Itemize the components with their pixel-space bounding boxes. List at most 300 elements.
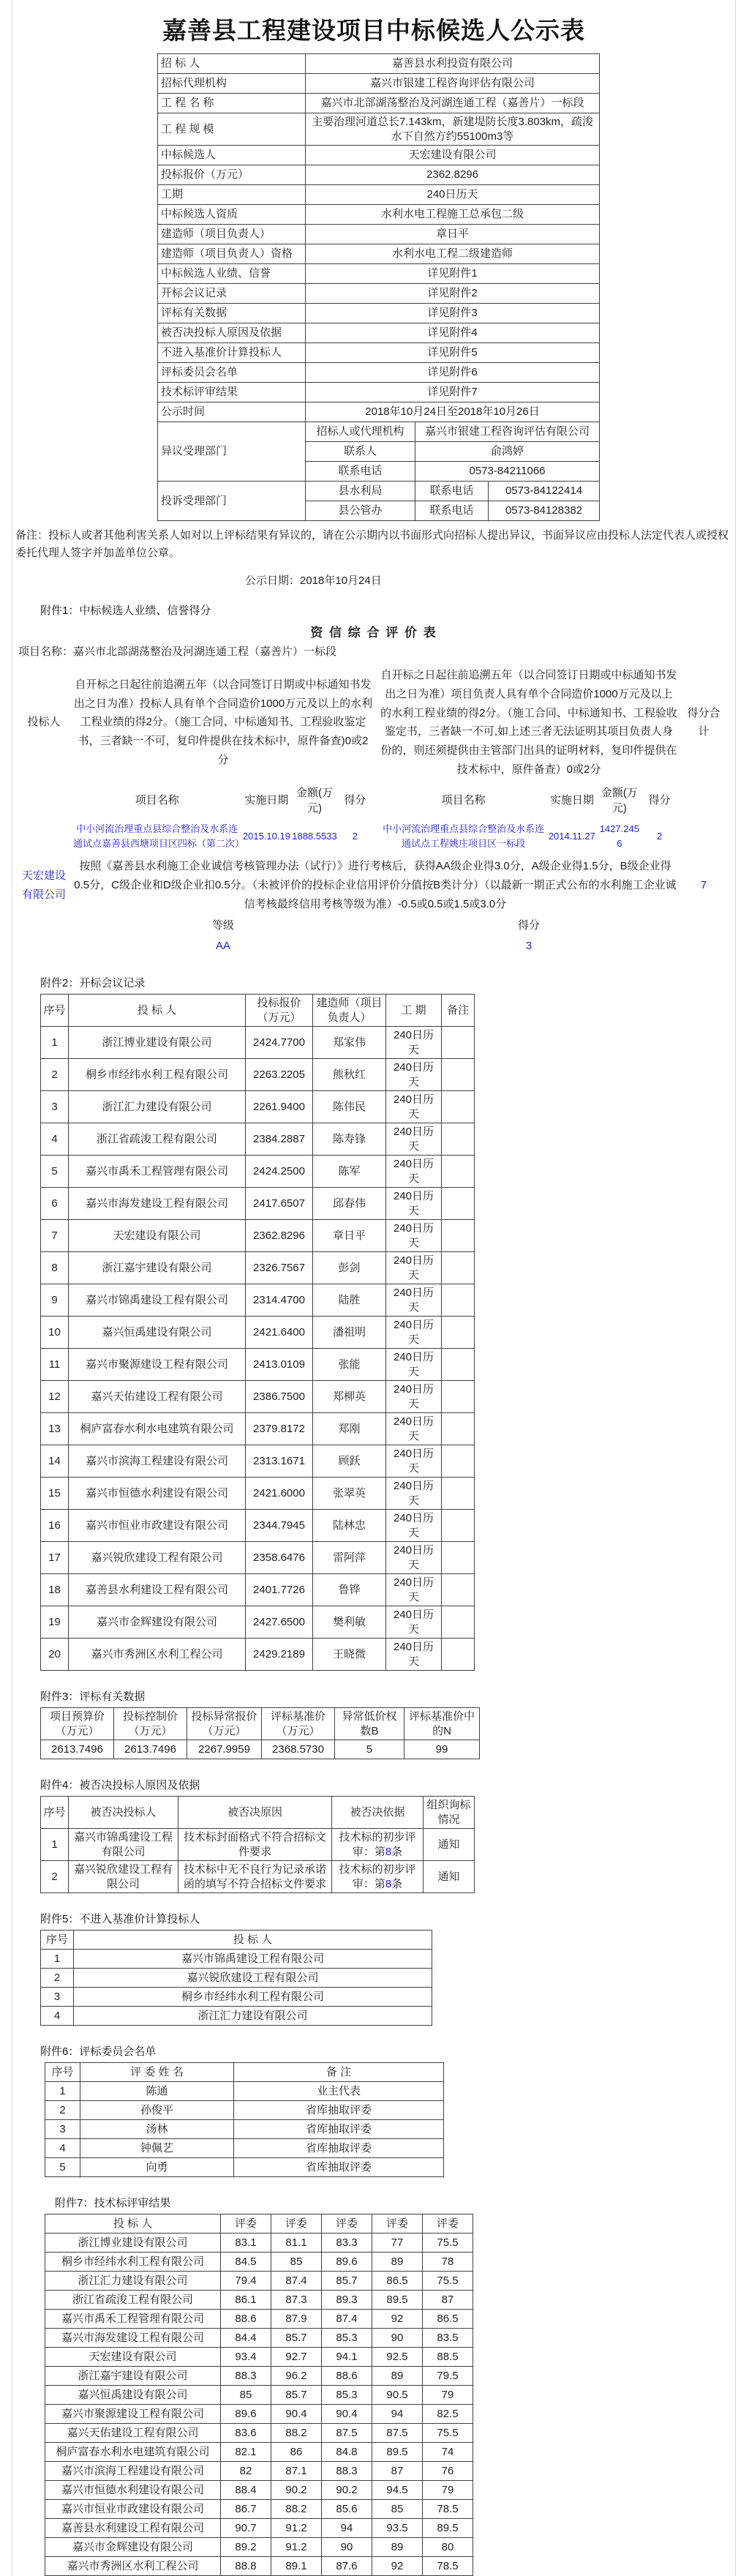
table-row (158, 146, 600, 165)
row-value: 0573-84211066 (415, 462, 600, 482)
table-row (41, 1606, 475, 1639)
table-row (41, 1478, 475, 1510)
evaluator-score: 79 (423, 2481, 473, 2500)
row-label: 工期 (158, 185, 306, 205)
benchmark-price: 2368.5730 (262, 1740, 335, 1759)
evaluator-score: 86 (271, 2443, 322, 2462)
table-row (41, 1284, 475, 1317)
evaluator-score: 96.2 (271, 2367, 322, 2386)
publish-date: 公示日期：2018年10月24日 (245, 574, 382, 587)
evaluator-score: 88.6 (322, 2367, 372, 2386)
evaluator-score: 89.3 (322, 2291, 372, 2310)
bidder-record (73, 822, 373, 851)
evaluator-score: 90.4 (271, 2405, 322, 2424)
row-value: 嘉善县水利投资有限公司 (306, 54, 600, 74)
table-row (158, 205, 600, 225)
credit-evaluation-table-title: 资 信 综 合 评 价 表 (310, 626, 437, 640)
manager-record (380, 822, 677, 851)
row-label: 评标有关数据 (158, 304, 306, 323)
serial-number: 14 (41, 1445, 69, 1478)
technical-bid-review-table (45, 2214, 473, 2576)
table-row (158, 54, 600, 74)
project-manager: 章日平 (313, 1220, 386, 1252)
table-row (41, 1574, 475, 1606)
table-row (45, 2462, 473, 2481)
row-label: 被否决投标人原因及依据 (158, 323, 306, 343)
evaluator-score: 89.5 (423, 2519, 473, 2538)
project-manager: 陈伟民 (313, 1091, 386, 1123)
sub-label: 县水利局 (306, 482, 415, 501)
bidder-name: 嘉兴市金辉建设有限公司 (69, 1606, 246, 1639)
column-header: 备 注 (234, 2063, 444, 2082)
evaluator-name: 钟佩艺 (80, 2139, 234, 2158)
table-row (41, 1156, 475, 1188)
evaluator-score: 88.3 (221, 2367, 271, 2386)
evaluator-score: 79.5 (423, 2367, 473, 2386)
bidder-name: 天宏建设有限公司 (45, 2348, 221, 2367)
column-header: 投 标 人 (74, 1931, 432, 1950)
remark (442, 1606, 475, 1639)
table-row (41, 1969, 432, 1988)
evaluator-score: 86.7 (221, 2500, 271, 2519)
evaluator-score: 89 (372, 2367, 423, 2386)
sub-label: 招标人或代理机构 (306, 422, 415, 442)
table-row (158, 323, 600, 343)
row-value: 240日历天 (306, 185, 600, 205)
row-label: 开标会议记录 (158, 284, 306, 304)
duration: 240日历天 (386, 1188, 442, 1220)
remark (442, 1059, 475, 1091)
evaluator-score: 88.8 (221, 2557, 271, 2576)
remark (442, 1156, 475, 1188)
record-project: 中小河流治理重点县综合整治及水系连通试点嘉善县西塘项目区四标（第二次） (73, 823, 245, 849)
serial-number: 1 (45, 2082, 80, 2101)
attachment1-heading: 附件1：中标候选人业绩、信誉得分 (40, 604, 211, 617)
project-manager: 顾跃 (313, 1445, 386, 1478)
evaluator-score: 83.3 (322, 2234, 372, 2253)
grade-label-row (18, 916, 726, 937)
bidder-name: 桐庐富春水利水电建筑有限公司 (69, 1413, 246, 1445)
bidder-name: 嘉兴恒禹建设有限公司 (69, 1317, 246, 1349)
sub-label: 联系电话 (306, 462, 415, 482)
remark (442, 1381, 475, 1413)
bid-price: 2429.2189 (246, 1639, 313, 1671)
table-row (45, 2519, 473, 2538)
rejected-bidder: 嘉兴锐欣建设工程有限公司 (69, 1861, 178, 1893)
bidder-name: 天宏建设有限公司 (69, 1220, 246, 1252)
serial-number: 3 (41, 1988, 74, 2007)
bid-price: 2362.8296 (246, 1220, 313, 1252)
table-row (158, 165, 600, 185)
col-amount: 金额(万元) (296, 786, 334, 815)
row-value: 详见附件3 (306, 304, 600, 323)
project-manager: 陆胜 (313, 1284, 386, 1317)
serial-number: 4 (45, 2139, 80, 2158)
project-manager: 郑柳英 (313, 1381, 386, 1413)
score-value: 3 (525, 940, 532, 953)
bidder-name: 嘉兴市锦禹建设工程有限公司 (69, 1284, 246, 1317)
evaluator-score: 94 (372, 2405, 423, 2424)
evaluator-score: 89.5 (372, 2443, 423, 2462)
attachment4-heading: 附件4：被否决投标人原因及依据 (40, 1779, 200, 1792)
row-value: 俞鸿婷 (415, 442, 600, 462)
bidder-name: 嘉兴天佑建设工程有限公司 (45, 2424, 221, 2443)
integrity-criteria-text: 按照《嘉善县水利施工企业诚信考核管理办法（试行）》进行考核后，获得AA级企业得3.0分，A级企业得1.5分，B级企业得0.5分，C级企业和D级企业扣0.5分。（未被评价的投标企业信用评价分值按B类计分）（以最新一期正式公布的水利施工企业诚信考核最终信用考核等级为准）-0.5或0.5或1.5或3.0分 (74, 860, 677, 910)
column-header: 评委 (271, 2214, 322, 2234)
bid-price: 2421.6400 (246, 1317, 313, 1349)
bid-price: 2424.7700 (246, 1027, 313, 1059)
project-manager: 彭剑 (313, 1252, 386, 1284)
evaluator-name: 陈通 (80, 2082, 234, 2101)
evaluator-score: 87.5 (322, 2424, 372, 2443)
benchmark-n: 99 (404, 1740, 480, 1759)
evaluator-score: 87 (423, 2291, 473, 2310)
evaluator-name: 孙俊平 (80, 2101, 234, 2120)
duration: 240日历天 (386, 1156, 442, 1188)
remark (442, 1317, 475, 1349)
duration: 240日历天 (386, 1027, 442, 1059)
col-date: 实施日期 (549, 794, 594, 807)
rejected-bidders-table (40, 1796, 475, 1893)
bidder-name: 嘉兴天佑建设工程有限公司 (69, 1381, 246, 1413)
bid-price: 2379.8172 (246, 1413, 313, 1445)
serial-number: 15 (41, 1478, 69, 1510)
column-header: 被否决投标人 (69, 1797, 178, 1829)
evaluator-score: 87.3 (271, 2291, 322, 2310)
duration: 240日历天 (386, 1510, 442, 1542)
col-score: 得分 (648, 794, 671, 807)
col-date: 实施日期 (244, 794, 289, 807)
evaluator-score: 80 (423, 2538, 473, 2557)
col-amount: 金额(万元) (601, 786, 638, 815)
bid-price: 2263.2205 (246, 1059, 313, 1091)
bidder-label: 投标人 (27, 716, 61, 729)
remark: 省库抽取评委 (234, 2139, 444, 2158)
header-row (41, 1797, 475, 1829)
serial-number: 5 (45, 2158, 80, 2177)
duration: 240日历天 (386, 1639, 442, 1671)
bid-price: 2261.9400 (246, 1091, 313, 1123)
bidder-name: 浙江汇力建设有限公司 (74, 2007, 432, 2026)
remark (442, 1413, 475, 1445)
grade-label: 等级 (211, 919, 234, 932)
basis-text: 技术标的初步评审：第 (339, 1831, 416, 1858)
evaluator-score: 94.1 (322, 2348, 372, 2367)
bid-price: 2427.6500 (246, 1606, 313, 1639)
project-manager: 陈军 (313, 1156, 386, 1188)
bidder-name: 天宏建设有限公司 (22, 869, 67, 901)
table-row (41, 1861, 475, 1893)
table-row (41, 1510, 475, 1542)
evaluator-score: 88.6 (221, 2310, 271, 2329)
project-manager: 张能 (313, 1349, 386, 1381)
row-label: 异议受理部门 (158, 422, 306, 482)
evaluator-score: 87.6 (322, 2557, 372, 2576)
evaluator-score: 86.1 (221, 2291, 271, 2310)
bid-price: 2421.6000 (246, 1478, 313, 1510)
evaluator-score: 85.7 (271, 2386, 322, 2405)
manager-record-headers (380, 785, 677, 816)
evaluator-score: 90.7 (221, 2519, 271, 2538)
evaluator-score: 90.2 (322, 2481, 372, 2500)
evaluator-score: 83.5 (423, 2329, 473, 2348)
serial-number: 2 (41, 1861, 69, 1893)
project-name-line: 项目名称：嘉兴市北部湖荡整治及河湖连通工程（嘉善片）一标段 (18, 645, 337, 658)
table-row (158, 422, 600, 442)
evaluator-score: 90 (372, 2329, 423, 2348)
serial-number: 6 (41, 1188, 69, 1220)
serial-number: 1 (41, 1829, 69, 1861)
score-label: 得分 (517, 919, 540, 932)
row-value: 嘉兴市北部湖荡整治及河湖连通工程（嘉善片）一标段 (306, 94, 600, 113)
control-price: 2613.7496 (114, 1740, 187, 1759)
evaluator-score: 83.6 (221, 2424, 271, 2443)
evaluator-score: 92.7 (271, 2348, 322, 2367)
evaluator-score: 84.8 (322, 2443, 372, 2462)
bid-price: 2413.0109 (246, 1349, 313, 1381)
table-row (158, 304, 600, 323)
header-row (41, 995, 475, 1027)
row-value: 详见附件6 (306, 363, 600, 383)
bidder-name: 浙江汇力建设有限公司 (45, 2272, 221, 2291)
table-row (45, 2424, 473, 2443)
row-label: 招 标 人 (158, 54, 306, 74)
page-title: 嘉善县工程建设项目中标候选人公示表 (162, 17, 585, 44)
evaluator-score: 85 (372, 2500, 423, 2519)
table-row (41, 1413, 475, 1445)
evaluator-name: 汤林 (80, 2120, 234, 2139)
evaluator-score: 94 (322, 2519, 372, 2538)
integrity-row (18, 854, 726, 916)
remark (442, 1478, 475, 1510)
bidder-name: 嘉兴锐欣建设工程有限公司 (74, 1969, 432, 1988)
row-value: 详见附件2 (306, 284, 600, 304)
record-row (18, 819, 726, 854)
total-score-value: 7 (700, 878, 707, 891)
evaluator-score: 87.4 (271, 2272, 322, 2291)
row-value: 嘉兴市银建工程咨询评估有限公司 (306, 74, 600, 94)
table-row (45, 2158, 444, 2177)
serial-number: 19 (41, 1606, 69, 1639)
column-header: 工 期 (386, 995, 442, 1027)
evaluator-score: 78 (423, 2253, 473, 2272)
column-header: 项目预算价（万元） (41, 1708, 114, 1740)
row-value: 详见附件1 (306, 264, 600, 284)
table-row (41, 1349, 475, 1381)
column-header: 投 标 人 (45, 2214, 221, 2234)
inquiry-status: 通知 (424, 1829, 475, 1861)
bidder-name: 嘉兴市聚源建设工程有限公司 (45, 2405, 221, 2424)
evaluator-score: 90.5 (372, 2386, 423, 2405)
row-label: 投诉受理部门 (158, 482, 306, 521)
table-row (41, 1829, 475, 1861)
evaluator-score: 89 (372, 2538, 423, 2557)
evaluator-score: 88.2 (271, 2424, 322, 2443)
table-row (158, 185, 600, 205)
evaluator-score: 85 (221, 2386, 271, 2405)
project-manager: 王晓微 (313, 1639, 386, 1671)
evaluation-data-table (40, 1707, 480, 1759)
total-score-label: 得分合计 (687, 706, 720, 738)
evaluator-score: 82.5 (423, 2405, 473, 2424)
evaluator-score: 86.5 (372, 2272, 423, 2291)
evaluator-score: 74 (423, 2443, 473, 2462)
table-row (45, 2443, 473, 2462)
evaluator-score: 89 (372, 2253, 423, 2272)
header-row (45, 2214, 473, 2234)
duration: 240日历天 (386, 1445, 442, 1478)
row-value: 详见附件7 (306, 383, 600, 402)
bid-price: 2417.6507 (246, 1188, 313, 1220)
evaluator-score: 92 (372, 2310, 423, 2329)
table-row (45, 2139, 444, 2158)
bidder-name: 嘉兴锐欣建设工程有限公司 (69, 1542, 246, 1574)
evaluator-score: 91.2 (271, 2519, 322, 2538)
row-value: 章日平 (306, 225, 600, 244)
bidder-name: 嘉善县水利建设工程有限公司 (45, 2519, 221, 2538)
col-score: 得分 (344, 794, 366, 807)
abnormal-price: 2267.9959 (187, 1740, 262, 1759)
main-info-table (157, 53, 600, 521)
row-label: 技术标评审结果 (158, 383, 306, 402)
serial-number: 11 (41, 1349, 69, 1381)
table-row (158, 383, 600, 402)
duration: 240日历天 (386, 1220, 442, 1252)
bidder-name: 嘉兴市海发建设工程有限公司 (69, 1188, 246, 1220)
table-row (45, 2082, 444, 2101)
column-header: 评标基准价中的N (404, 1708, 480, 1740)
table-row (41, 1123, 475, 1156)
serial-number: 18 (41, 1574, 69, 1606)
column-header: 被否决依据 (332, 1797, 424, 1829)
row-label: 招标代理机构 (158, 74, 306, 94)
rejection-reason: 技术标封面格式不符合招标文件要求 (178, 1829, 332, 1861)
serial-number: 4 (41, 2007, 74, 2026)
serial-number: 2 (45, 2101, 80, 2120)
serial-number: 12 (41, 1381, 69, 1413)
duration: 240日历天 (386, 1381, 442, 1413)
evaluator-score: 88.4 (221, 2481, 271, 2500)
row-value: 0573-84128382 (489, 501, 600, 521)
table-row (41, 1317, 475, 1349)
table-row (158, 343, 600, 363)
basis-text: 技术标的初步评审：第 (339, 1863, 416, 1890)
bidder-name: 嘉善县水利建设工程有限公司 (69, 1574, 246, 1606)
bidder-criteria-text: 自开标之日起往前追溯五年（以合同签订日期或中标通知书发出之日为准）投标人具有单个合同造价1000万元及以上的水利工程业绩的得2分。（施工合同、中标通知书、工程验收鉴定书，三者缺一不可，复印件提供在技术标中，原件备查)0或2分 (73, 678, 373, 767)
sub-label: 联系电话 (415, 501, 489, 521)
evaluator-score: 78.5 (423, 2500, 473, 2519)
column-header: 序号 (41, 1797, 69, 1829)
table-row (158, 363, 600, 383)
attachment3-heading: 附件3：评标有关数据 (40, 1690, 146, 1704)
bidder-name: 嘉兴市金辉建设有限公司 (45, 2538, 221, 2557)
evaluator-score: 92 (372, 2557, 423, 2576)
bid-opening-record-table (40, 994, 475, 1671)
record-score: 2 (657, 830, 663, 842)
basis-text: 条 (391, 1845, 403, 1858)
column-header: 异常低价权数B (335, 1708, 404, 1740)
table-row (45, 2101, 444, 2120)
header-row (41, 1708, 480, 1740)
evaluator-score: 83.1 (221, 2234, 271, 2253)
evaluator-score: 88.3 (322, 2462, 372, 2481)
table-row (45, 2329, 473, 2348)
evaluator-score: 85.7 (271, 2329, 322, 2348)
bid-price: 2313.1671 (246, 1445, 313, 1478)
table-row (45, 2386, 473, 2405)
table-row (41, 1542, 475, 1574)
column-header: 投标控制价（万元） (114, 1708, 187, 1740)
duration: 240日历天 (386, 1606, 442, 1639)
remark (442, 1510, 475, 1542)
remark (442, 1574, 475, 1606)
serial-number: 2 (41, 1059, 69, 1091)
criteria-row (18, 663, 726, 782)
attachment5-heading: 附件5：不进入基准价计算投标人 (40, 1913, 200, 1926)
excluded-bidders-table (40, 1930, 432, 2026)
evaluator-score: 76 (423, 2462, 473, 2481)
row-value: 2018年10月24日至2018年10月26日 (306, 402, 600, 422)
table-row (41, 1188, 475, 1220)
subheader-row (18, 782, 726, 819)
bidder-name: 嘉兴市滨海工程建设有限公司 (69, 1445, 246, 1478)
header-row (45, 2063, 444, 2082)
row-value: 2362.8296 (306, 165, 600, 185)
bid-price: 2401.7726 (246, 1574, 313, 1606)
bid-price: 2344.7945 (246, 1510, 313, 1542)
row-value: 主要治理河道总长7.143km，新建堤防长度3.803km，疏浚水下自然方约55100m3等 (306, 113, 600, 146)
project-manager: 熊秋红 (313, 1059, 386, 1091)
attachment1-table (18, 663, 726, 957)
column-header: 评委 (221, 2214, 271, 2234)
evaluator-score: 89.5 (372, 2291, 423, 2310)
column-header: 组织询标情况 (424, 1797, 475, 1829)
evaluator-score: 81.1 (271, 2234, 322, 2253)
table-row (45, 2405, 473, 2424)
serial-number: 20 (41, 1639, 69, 1671)
serial-number: 7 (41, 1220, 69, 1252)
row-value: 详见附件4 (306, 323, 600, 343)
evaluator-score: 93.4 (221, 2348, 271, 2367)
evaluator-name: 向勇 (80, 2158, 234, 2177)
table-row (45, 2310, 473, 2329)
duration: 240日历天 (386, 1317, 442, 1349)
table-row (45, 2557, 473, 2576)
row-value: 天宏建设有限公司 (306, 146, 600, 165)
evaluator-score: 85 (271, 2253, 322, 2272)
serial-number: 2 (41, 1969, 74, 1988)
bidder-record-headers (73, 785, 373, 816)
evaluator-score: 90.2 (271, 2481, 322, 2500)
header-row (41, 1931, 432, 1950)
bidder-name: 浙江博业建设有限公司 (69, 1027, 246, 1059)
evaluator-score: 89.6 (221, 2405, 271, 2424)
bidder-name: 嘉兴市禹禾工程管理有限公司 (69, 1156, 246, 1188)
rejection-basis (332, 1829, 424, 1861)
basis-text: 条 (391, 1877, 403, 1890)
grade-value-row (18, 937, 726, 957)
record-amount: 1888.5533 (292, 830, 337, 842)
duration: 240日历天 (386, 1413, 442, 1445)
evaluator-score: 87.1 (271, 2462, 322, 2481)
row-label: 不进入基准价计算投标人 (158, 343, 306, 363)
table-row (41, 1252, 475, 1284)
evaluator-score: 87.9 (271, 2310, 322, 2329)
column-header: 序号 (41, 1931, 74, 1950)
rejection-basis (332, 1861, 424, 1893)
table-row (158, 225, 600, 244)
table-row (45, 2253, 473, 2272)
